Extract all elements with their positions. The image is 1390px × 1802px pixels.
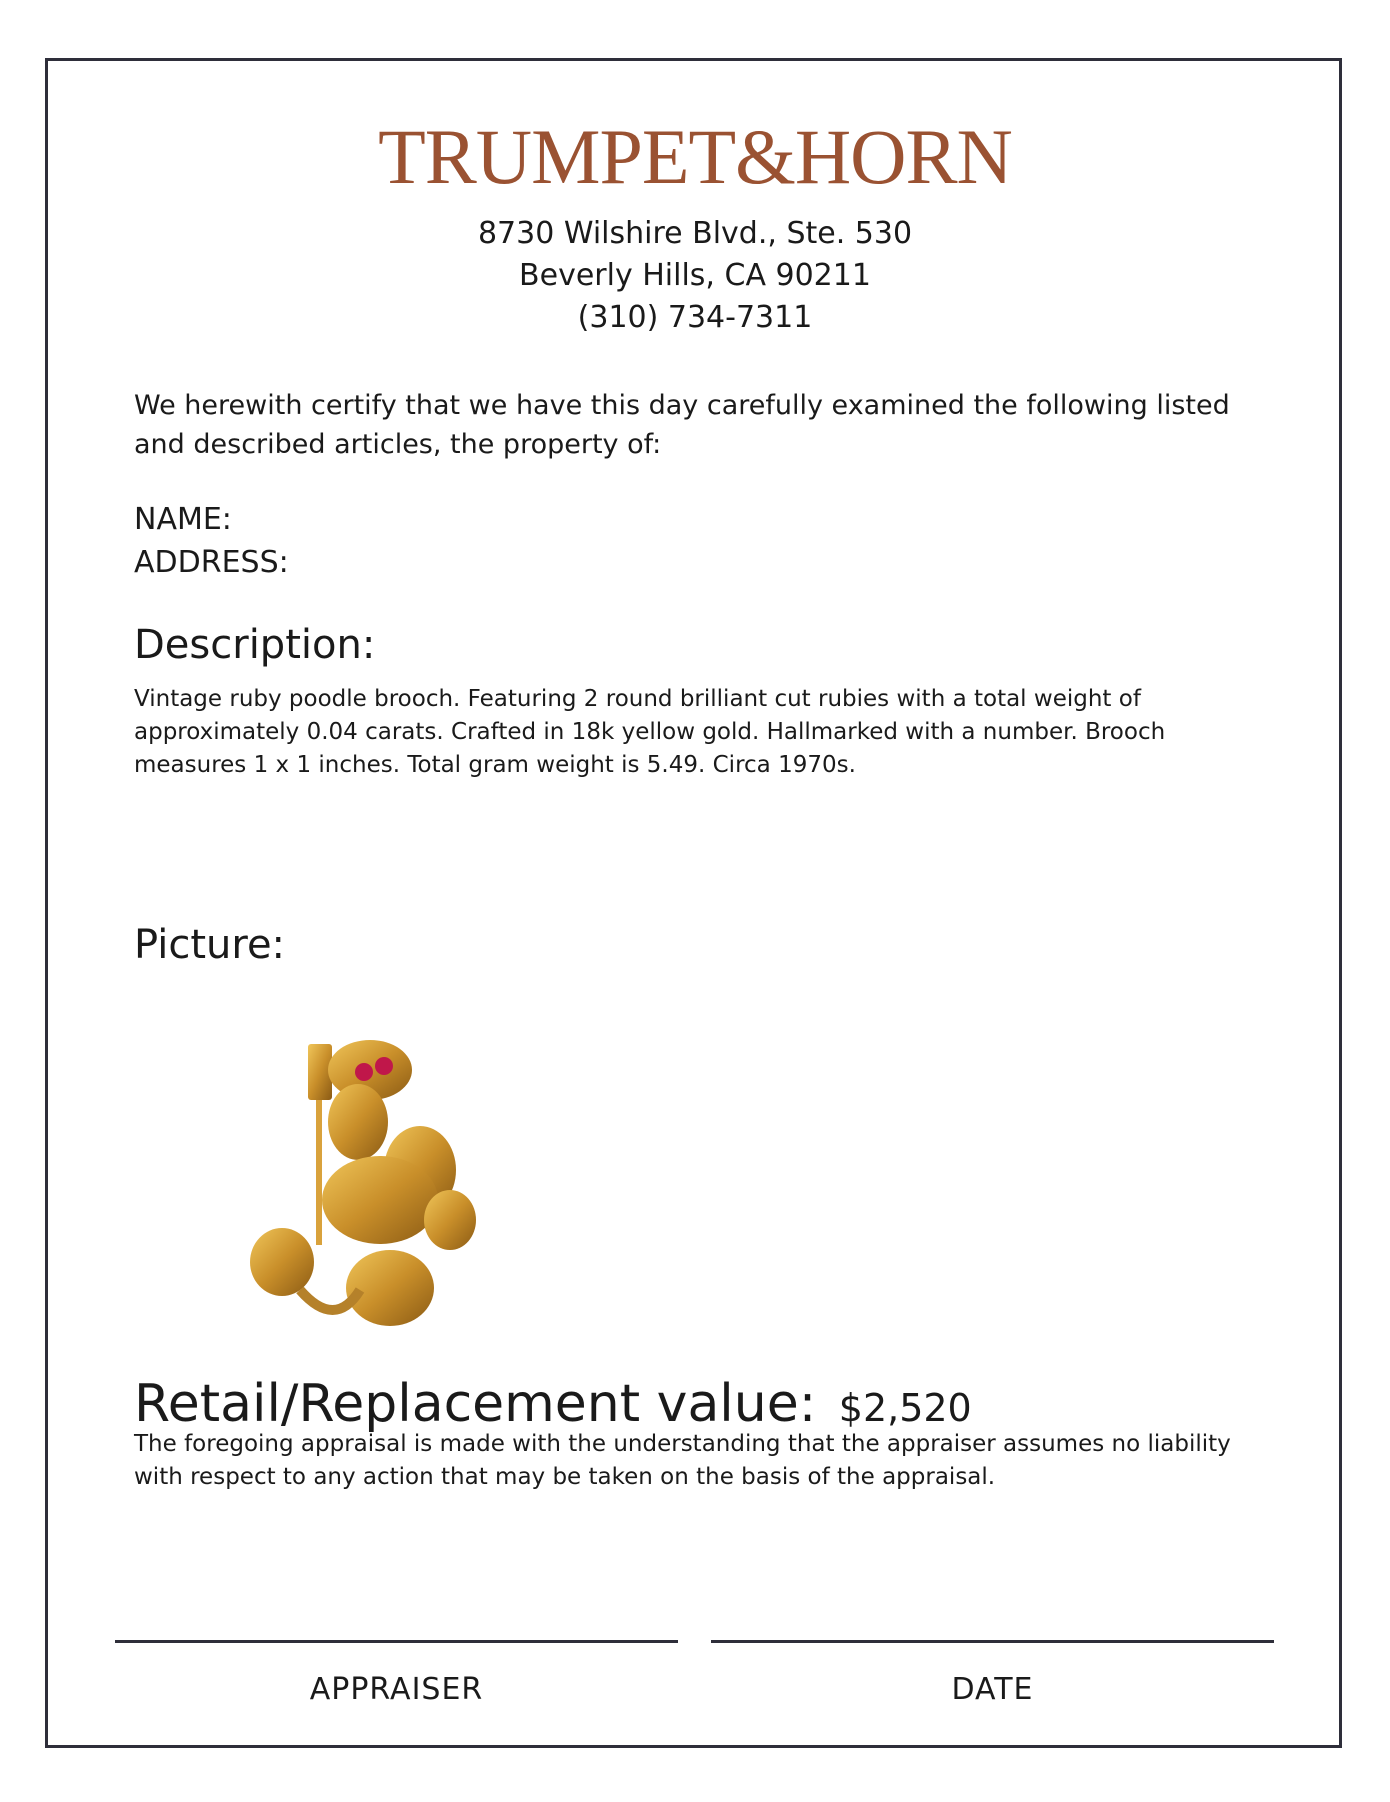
date-label: DATE bbox=[951, 1672, 1034, 1707]
description-heading: Description: bbox=[134, 622, 376, 668]
retail-value-label: Retail/Replacement value: bbox=[134, 1374, 817, 1434]
date-signature-line bbox=[711, 1640, 1274, 1643]
appraiser-label: APPRAISER bbox=[309, 1672, 484, 1707]
address-line-2: Beverly Hills, CA 90211 bbox=[519, 258, 871, 293]
address-line-1: 8730 Wilshire Blvd., Ste. 530 bbox=[477, 216, 913, 251]
picture-heading: Picture: bbox=[134, 922, 286, 968]
phone-number: (310) 734-7311 bbox=[577, 300, 813, 335]
description-text: Vintage ruby poodle brooch. Featuring 2 round brilliant cut rubies with a total weight of approximately 0.04 carats. Crafted in 18k yellow gold. Hallmarked with a number. Brooch measures 1 x 1 inches. Total gram weight is 5.49. Circa 1970s. bbox=[134, 686, 1166, 778]
brand-logo: TRUMPET&HORN bbox=[378, 113, 1012, 200]
certification-statement: We herewith certify that we have this day carefully examined the following listed and described articles, the property of: bbox=[134, 390, 1230, 460]
name-label: NAME: bbox=[134, 502, 232, 537]
brooch-photo bbox=[240, 1030, 510, 1350]
retail-value-amount: $2,520 bbox=[838, 1386, 972, 1430]
liability-disclaimer: The foregoing appraisal is made with the understanding that the appraiser assumes no liability with respect to any action that may be taken on the basis of the appraisal. bbox=[134, 1431, 1231, 1490]
address-label: ADDRESS: bbox=[134, 545, 289, 580]
appraiser-signature-line bbox=[115, 1640, 678, 1643]
